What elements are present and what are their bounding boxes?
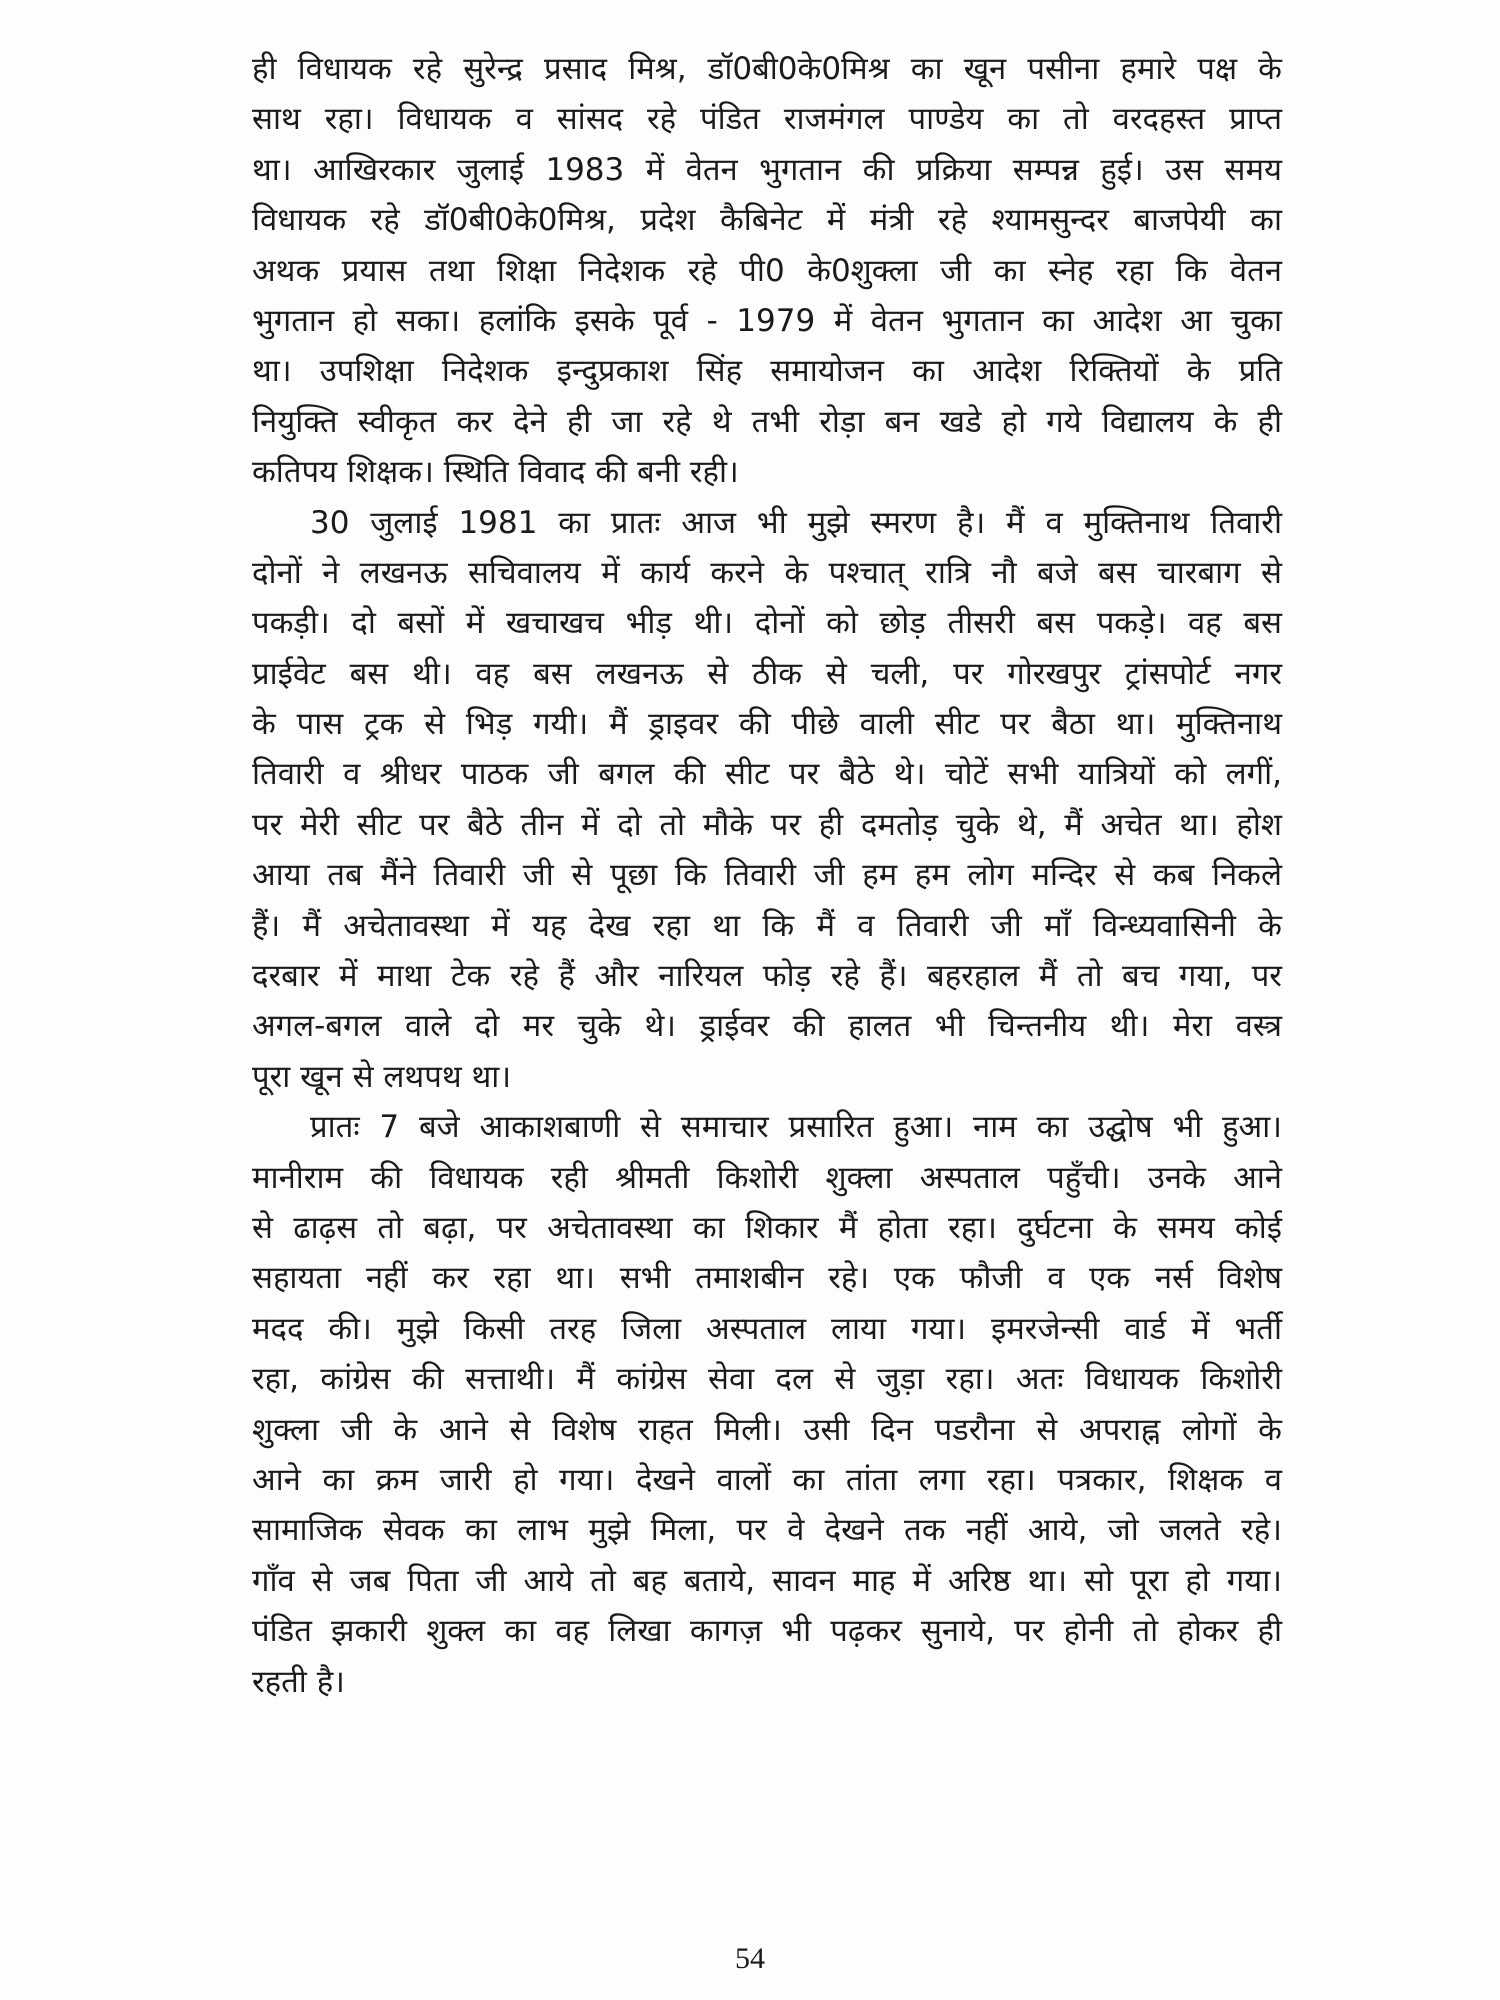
text-line: प्रातः 7 बजे आकाशबाणी से समाचार प्रसारित हुआ। नाम का उद्घोष भी हुआ। [310, 1109, 1282, 1146]
text-line: सामाजिक सेवक का लाभ मुझे मिला, पर वे देखने तक नहीं आये, जो जलते रहे। [252, 1512, 1282, 1549]
text-line: से ढाढ़स तो बढ़ा, पर अचेतावस्था का शिकार मैं होता रहा। दुर्घटना के समय कोई [252, 1209, 1282, 1246]
text-line: शुक्ला जी के आने से विशेष राहत मिली। उसी दिन पडरौना से अपराह्न लोगों के [252, 1411, 1282, 1448]
text-line: पर मेरी सीट पर बैठे तीन में दो तो मौके पर ही दमतोड़ चुके थे, मैं अचेत था। होश [252, 806, 1282, 843]
text-line: हैं। मैं अचेतावस्था में यह देख रहा था कि मैं व तिवारी जी माँ विन्ध्यवासिनी के [252, 907, 1282, 944]
text-line: अथक प्रयास तथा शिक्षा निदेशक रहे पी0 के0शुक्ला जी का स्नेह रहा कि वेतन [252, 252, 1282, 289]
text-line: ही विधायक रहे सुरेन्द्र प्रसाद मिश्र, डॉ0बी0के0मिश्र का खून पसीना हमारे पक्ष के [252, 51, 1282, 87]
text-line: 30 जुलाई 1981 का प्रातः आज भी मुझे स्मरण है। मैं व मुक्तिनाथ तिवारी [310, 504, 1282, 541]
page-number: 54 [735, 1942, 765, 1975]
text-line: कतिपय शिक्षक। स्थिति विवाद की बनी रही। [252, 454, 739, 491]
text-line: रहा, कांग्रेस की सत्ताथी। मैं कांग्रेस सेवा दल से जुड़ा रहा। अतः विधायक किशोरी [252, 1361, 1282, 1398]
text-line: पकड़ी। दो बसों में खचाखच भीड़ थी। दोनों को छोड़ तीसरी बस पकड़े। वह बस [252, 605, 1282, 642]
text-line: गाँव से जब पिता जी आये तो बह बताये, सावन माह में अरिष्ठ था। सो पूरा हो गया। [252, 1562, 1282, 1599]
text-line: अगल-बगल वाले दो मर चुके थे। ड्राईवर की हालत भी चिन्तनीय थी। मेरा वस्त्र [252, 1008, 1282, 1045]
text-line: तिवारी व श्रीधर पाठक जी बगल की सीट पर बैठे थे। चोटें सभी यात्रियों को लगीं, [252, 756, 1282, 793]
text-line: मदद की। मुझे किसी तरह जिला अस्पताल लाया गया। इमरजेन्सी वार्ड में भर्ती [252, 1310, 1282, 1347]
text-line: पंडित झकारी शुक्ल का वह लिखा कागज़ भी पढ़कर सुनाये, पर होनी तो होकर ही [252, 1613, 1282, 1650]
text-line: सहायता नहीं कर रहा था। सभी तमाशबीन रहे। एक फौजी व एक नर्स विशेष [252, 1260, 1282, 1297]
paragraph [252, 1102, 1282, 1707]
text-line: विधायक रहे डॉ0बी0के0मिश्र, प्रदेश कैबिनेट में मंत्री रहे श्यामसुन्दर बाजपेयी का [252, 202, 1282, 239]
text-line: आया तब मैंने तिवारी जी से पूछा कि तिवारी जी हम हम लोग मन्दिर से कब निकले [252, 857, 1282, 894]
text-line: रहती है। [252, 1663, 345, 1700]
text-line: नियुक्ति स्वीकृत कर देने ही जा रहे थे तभी रोड़ा बन खडे हो गये विद्यालय के ही [252, 403, 1282, 440]
text-line: था। उपशिक्षा निदेशक इन्दुप्रकाश सिंह समायोजन का आदेश रिक्तियों के प्रति [252, 353, 1282, 390]
text-line: मानीराम की विधायक रही श्रीमती किशोरी शुक्ला अस्पताल पहुँची। उनके आने [252, 1159, 1282, 1196]
text-line: भुगतान हो सका। हलांकि इसके पूर्व - 1979 में वेतन भुगतान का आदेश आ चुका [252, 302, 1282, 339]
text-line: दोनों ने लखनऊ सचिवालय में कार्य करने के पश्चात् रात्रि नौ बजे बस चारबाग से [252, 554, 1282, 591]
paragraph [252, 498, 1282, 1103]
text-line: पूरा खून से लथपथ था। [252, 1058, 512, 1095]
text-line: प्राईवेट बस थी। वह बस लखनऊ से ठीक से चली, पर गोरखपुर ट्रांसपोर्ट नगर [252, 655, 1282, 692]
text-line: आने का क्रम जारी हो गया। देखने वालों का तांता लगा रहा। पत्रकार, शिक्षक व [252, 1461, 1282, 1498]
paragraph [252, 44, 1282, 498]
page-body-text [252, 44, 1282, 1707]
text-line: साथ रहा। विधायक व सांसद रहे पंडित राजमंगल पाण्डेय का तो वरदहस्त प्राप्त [252, 101, 1282, 138]
text-line: था। आखिरकार जुलाई 1983 में वेतन भुगतान की प्रक्रिया सम्पन्न हुई। उस समय [252, 151, 1282, 188]
text-line: दरबार में माथा टेक रहे हैं और नारियल फोड़ रहे हैं। बहरहाल मैं तो बच गया, पर [252, 958, 1282, 995]
text-line: के पास ट्रक से भिड़ गयी। मैं ड्राइवर की पीछे वाली सीट पर बैठा था। मुक्तिनाथ [252, 706, 1282, 743]
